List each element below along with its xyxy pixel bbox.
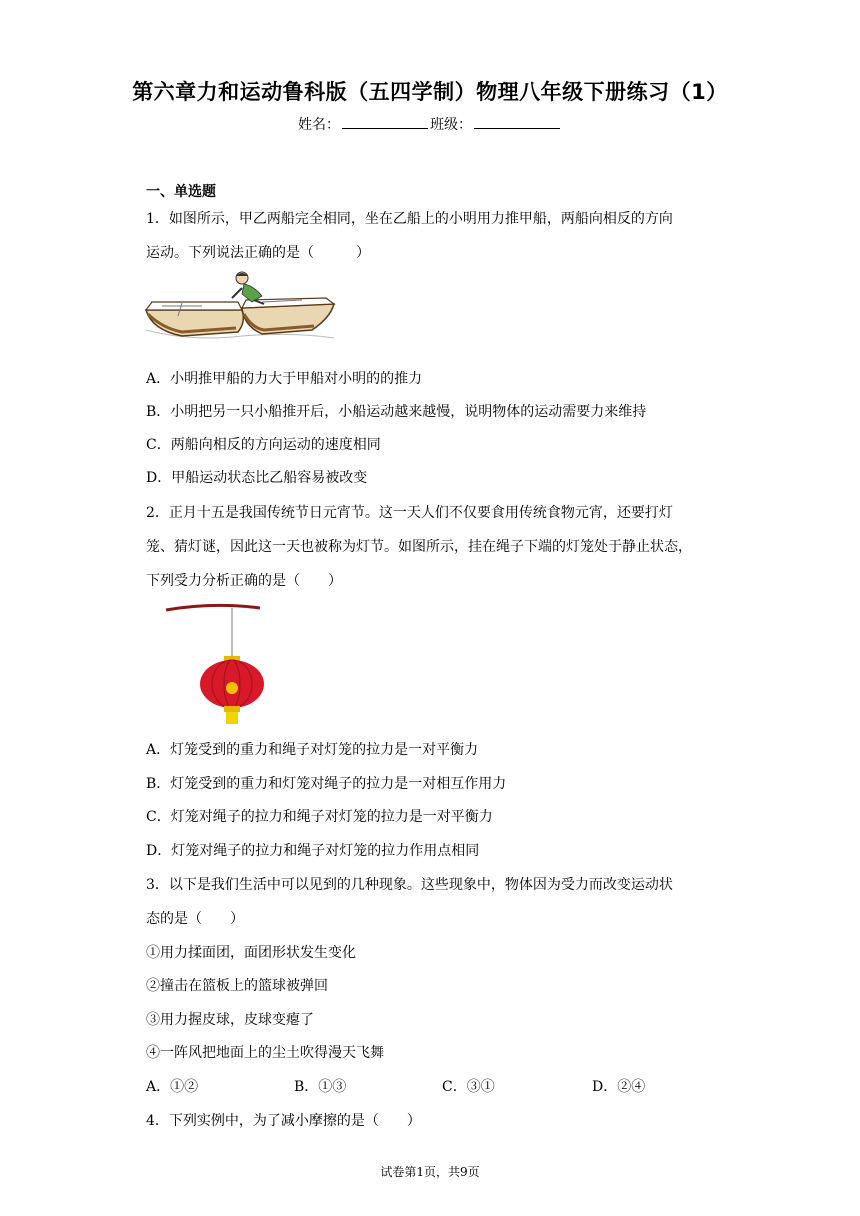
name-label: 姓名： bbox=[298, 117, 340, 133]
name-class-line bbox=[0, 114, 860, 134]
q1-option-b[interactable]: B．小明把另一只小船推开后，小船运动越来越慢，说明物体的运动需要力来维持 bbox=[146, 404, 647, 420]
q2-option-d[interactable]: D．灯笼对绳子的拉力和绳子对灯笼的拉力作用点相同 bbox=[146, 843, 480, 859]
q3-stem-line2: 态的是（ ） bbox=[146, 911, 244, 927]
q2-option-c[interactable]: C．灯笼对绳子的拉力和绳子对灯笼的拉力是一对平衡力 bbox=[146, 809, 493, 825]
q3-item-2: ②撞击在篮板上的篮球被弹回 bbox=[146, 978, 328, 994]
q2-stem-line1: 2．正月十五是我国传统节日元宵节。这一天人们不仅要食用传统食物元宵，还要打灯 bbox=[146, 505, 673, 521]
page-title: 第六章力和运动鲁科版（五四学制）物理八年级下册练习（1） bbox=[132, 80, 728, 104]
class-blank[interactable] bbox=[474, 116, 560, 129]
q2-option-a[interactable]: A．灯笼受到的重力和绳子对灯笼的拉力是一对平衡力 bbox=[146, 742, 479, 758]
q3-item-1: ①用力揉面团，面团形状发生变化 bbox=[146, 945, 356, 961]
name-blank[interactable] bbox=[342, 116, 428, 129]
q4-stem-line1: 4．下列实例中，为了减小摩擦的是（ ） bbox=[146, 1113, 421, 1129]
q2-stem-line3: 下列受力分析正确的是（ ） bbox=[146, 573, 342, 589]
q1-option-d[interactable]: D．甲船运动状态比乙船容易被改变 bbox=[146, 470, 368, 486]
q2-stem-line2: 笼、猜灯谜，因此这一天也被称为灯节。如图所示，挂在绳子下端的灯笼处于静止状态， bbox=[146, 539, 692, 555]
q1-stem-line1: 1．如图所示，甲乙两船完全相同，坐在乙船上的小明用力推甲船，两船向相反的方向 bbox=[146, 211, 673, 227]
q1-option-a[interactable]: A．小明推甲船的力大于甲船对小明的的推力 bbox=[146, 371, 423, 387]
q3-item-4: ④一阵风把地面上的尘土吹得漫天飞舞 bbox=[146, 1045, 384, 1061]
section-title: 一、单选题 bbox=[146, 184, 216, 200]
q3-option-a[interactable]: A．①② bbox=[146, 1079, 199, 1095]
q3-item-3: ③用力握皮球，皮球变瘪了 bbox=[146, 1012, 314, 1028]
boat-figure bbox=[142, 270, 338, 346]
lantern-figure bbox=[164, 602, 264, 726]
page-footer: 试卷第1页，共9页 bbox=[380, 1165, 480, 1179]
q3-option-c[interactable]: C．③① bbox=[442, 1079, 495, 1095]
q1-stem-line2: 运动。下列说法正确的是（ ） bbox=[146, 245, 370, 261]
q3-option-d[interactable]: D．②④ bbox=[592, 1079, 646, 1095]
q3-stem-line1: 3．以下是我们生活中可以见到的几种现象。这些现象中，物体因为受力而改变运动状 bbox=[146, 877, 673, 893]
q3-option-b[interactable]: B．①③ bbox=[294, 1079, 347, 1095]
q2-option-b[interactable]: B．灯笼受到的重力和灯笼对绳子的拉力是一对相互作用力 bbox=[146, 776, 507, 792]
class-label: 班级： bbox=[430, 117, 472, 133]
q1-option-c[interactable]: C．两船向相反的方向运动的速度相同 bbox=[146, 437, 381, 453]
